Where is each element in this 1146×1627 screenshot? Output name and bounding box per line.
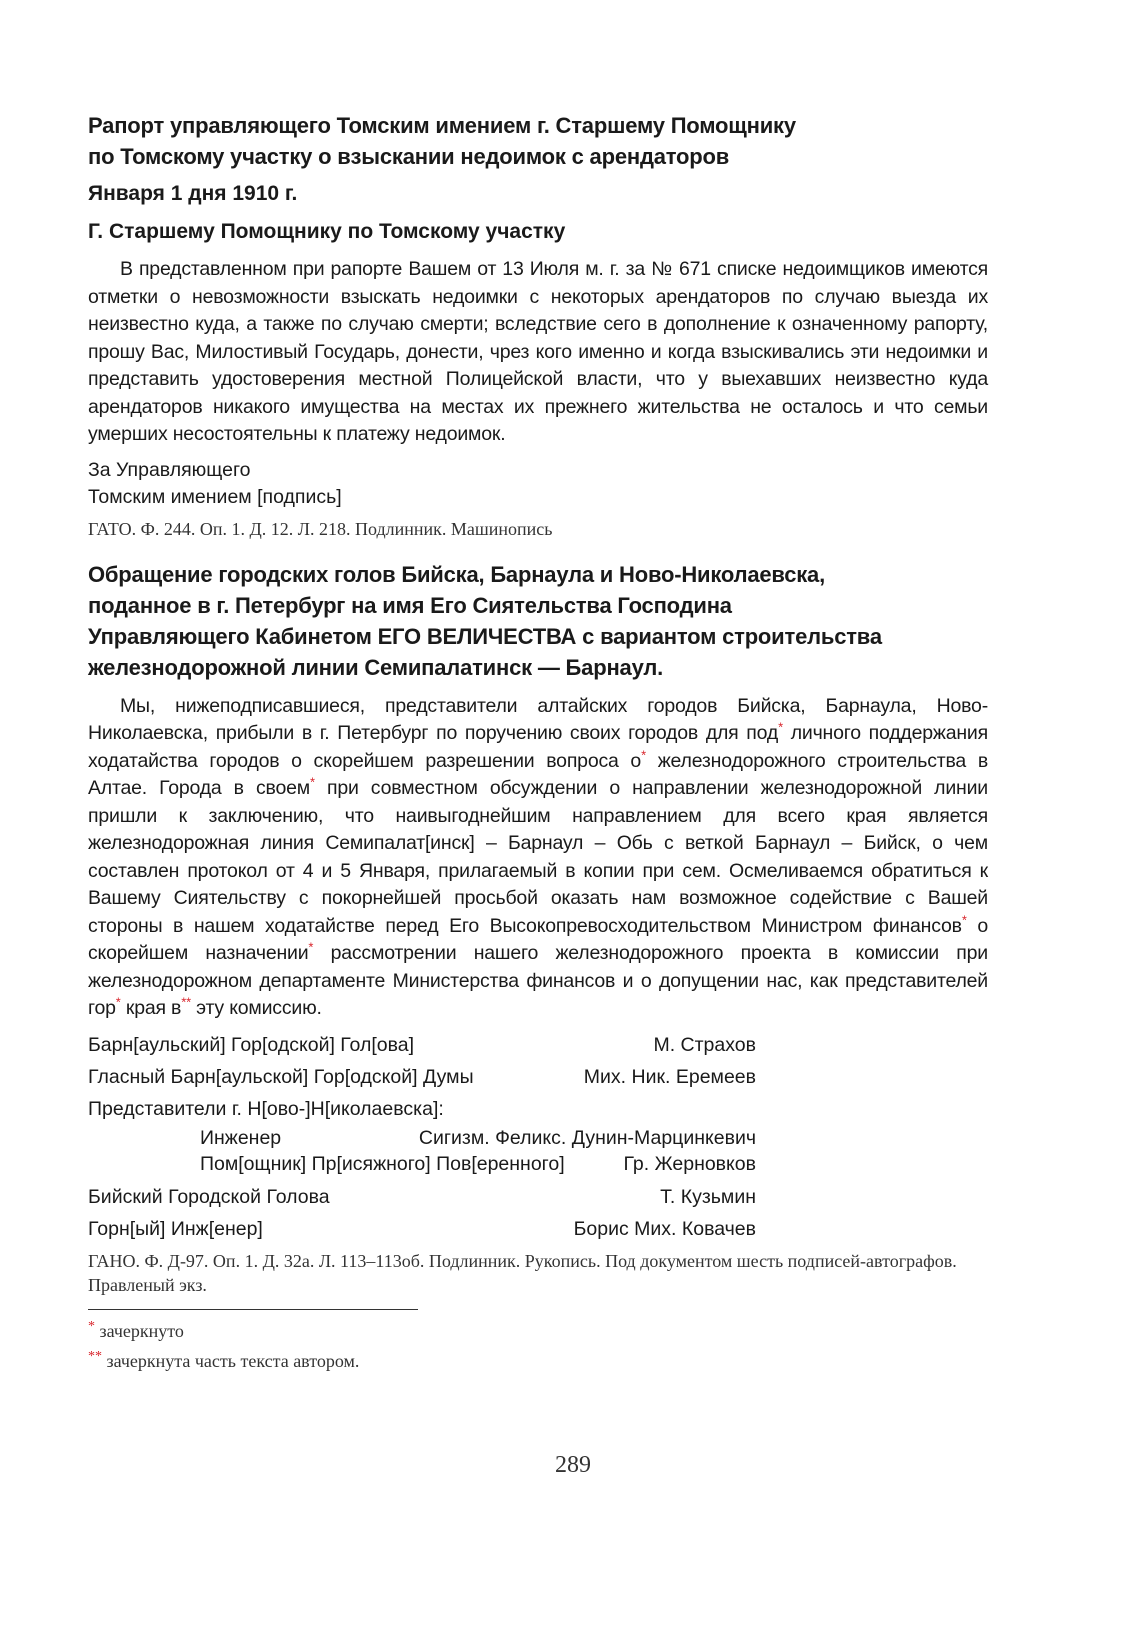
footnote-mark: ** xyxy=(88,1348,102,1364)
doc2-title-line1: Обращение городских голов Бийска, Барнаула и Ново-Николаевска, xyxy=(88,561,825,587)
footnote xyxy=(88,1316,988,1346)
doc2-body-part1: Мы, нижеподписавшиеся, представители алтайских городов Бийска, Барнаула, Ново-Николаевска, прибыли в г. Петербург по поручению своих городов для под xyxy=(88,694,988,744)
doc1-date: Января 1 дня 1910 г. xyxy=(88,182,298,205)
doc1-addressee: Г. Старшему Помощнику по Томскому участку xyxy=(88,220,566,243)
signer-role: Пом[ощник] Пр[исяжного] Пов[еренного] xyxy=(200,1152,565,1175)
footnote xyxy=(88,1346,988,1376)
doc2-signatures xyxy=(88,1029,988,1245)
doc2-body-part5: о скорейшем назначении xyxy=(88,914,988,964)
signer-name: Т. Кузьмин xyxy=(660,1185,756,1208)
signer-role: Горн[ый] Инж[енер] xyxy=(88,1217,263,1240)
footnote-divider xyxy=(88,1309,418,1310)
doc2-body xyxy=(88,693,988,1023)
doc2-title-line4: железнодорожной линии Семипалатинск — Барнаул. xyxy=(88,654,664,680)
footnote-mark: * xyxy=(88,1318,95,1334)
signer-role: Гласный Барн[аульской] Гор[одской] Думы xyxy=(88,1065,474,1088)
doc1-title-line1: Рапорт управляющего Томским имением г. Старшему Помощнику xyxy=(88,113,796,138)
doc2-body-part6: рассмотрении нашего железнодорожного проекта в комиссии при железнодорожном департаменте Министерства финансов и о допущении нас, как представителей гор xyxy=(88,942,988,1019)
doc1-sign-line2: Томским имением [подпись] xyxy=(88,485,342,508)
footnote-text: зачеркнута часть текста автором. xyxy=(106,1350,360,1371)
signer-name: Борис Мих. Ковачев xyxy=(573,1217,756,1240)
signature-row xyxy=(88,1181,988,1213)
footnote-text: зачеркнуто xyxy=(99,1320,184,1341)
doc1-source: ГАТО. Ф. 244. Оп. 1. Д. 12. Л. 218. Подлинник. Машинопись xyxy=(88,518,553,539)
signature-row xyxy=(88,1029,988,1061)
doc2-body-part7: края в xyxy=(120,997,182,1019)
signer-role: Инженер xyxy=(200,1126,282,1149)
signature-row xyxy=(88,1061,988,1093)
signer-name: М. Страхов xyxy=(653,1033,756,1056)
doc1-title xyxy=(88,110,988,172)
page-number: 289 xyxy=(555,1452,591,1478)
signer-name: Гр. Жерновков xyxy=(623,1152,756,1175)
signature-row xyxy=(88,1213,988,1245)
signer-role: Барн[аульский] Гор[одской] Гол[ова] xyxy=(88,1033,415,1056)
page-content xyxy=(88,110,988,1376)
strikeout-mark: * xyxy=(778,719,783,735)
doc2-body-part4: при совместном обсуждении о направлении железнодорожной линии пришли к заключению, что наивыгоднейшим направлением для всего края является железнодорожная линия Семипалат[инск] – Барнаул – Обь с веткой Барнаул – Бийск, о чем составлен протокол от 4 и 5 Января, прилагаемый в копии при сем. Осмеливаемся обратиться к Вашему Сиятельству с покорнейшей просьбой оказать нам возможное содействие с Вашей стороны в нашем ходатайстве перед Его Высокопревосходительством Министром финансов xyxy=(88,777,988,937)
strikeout-mark: * xyxy=(641,747,646,762)
signer-name: Мих. Ник. Еремеев xyxy=(583,1065,756,1088)
strikeout-mark: * xyxy=(308,939,314,955)
doc1-signature xyxy=(88,457,988,511)
signature-row xyxy=(88,1151,988,1177)
doc1-title-line2: по Томскому участку о взыскании недоимок с арендаторов xyxy=(88,144,730,169)
signature-group-label xyxy=(88,1093,988,1125)
doc2-body-part8: эту комиссию. xyxy=(190,997,322,1019)
doc2-source: ГАНО. Ф. Д-97. Оп. 1. Д. 32а. Л. 113–113об. Подлинник. Рукопись. Под документом шесть подписей-автографов. Правленый экз. xyxy=(88,1250,957,1295)
doc2-title xyxy=(88,559,988,683)
signer-role: Бийский Городской Голова xyxy=(88,1185,330,1208)
doc2-body-part3: железнодорожного строительства в Алтае. Города в своем xyxy=(88,749,988,799)
signature-row xyxy=(88,1125,988,1151)
doc2-title-line3: Управляющего Кабинетом ЕГО ВЕЛИЧЕСТВА с вариантом строительства xyxy=(88,623,882,649)
signer-name: Сигизм. Феликс. Дунин-Марцинкевич xyxy=(418,1126,756,1149)
author-strikeout-mark: ** xyxy=(181,994,191,1010)
doc1-body: В представленном при рапорте Вашем от 13 Июля м. г. за № 671 списке недоимщиков имеются отметки о невозможности взыскать недоимки с некоторых арендаторов по случаю выезда их неизвестно куда, а также по случаю смерти; вследствие сего в дополнение к означенному рапорту, прошу Вас, Милостивый Государь, донести, чрез кого именно и когда взыскивались эти недоимки и представить удостоверения местной Полицейской власти, что у выехавших неизвестно куда арендаторов никакого имущества на местах их прежнего жительства не осталось и что семьи умерших несостоятельны к платежу недоимок. xyxy=(88,258,988,445)
doc2-body-part2: личного поддержания ходатайства городов о скорейшем разрешении вопроса о xyxy=(88,722,988,772)
nn-label: Представители г. Н[ово-]Н[иколаевска]: xyxy=(88,1097,444,1120)
strikeout-mark: * xyxy=(961,912,967,927)
strikeout-mark: * xyxy=(309,774,315,790)
strikeout-mark: * xyxy=(115,994,121,1010)
doc1-sign-line1: За Управляющего xyxy=(88,458,251,481)
doc2-title-line2: поданное в г. Петербург на имя Его Сиятельства Господина xyxy=(88,592,732,618)
